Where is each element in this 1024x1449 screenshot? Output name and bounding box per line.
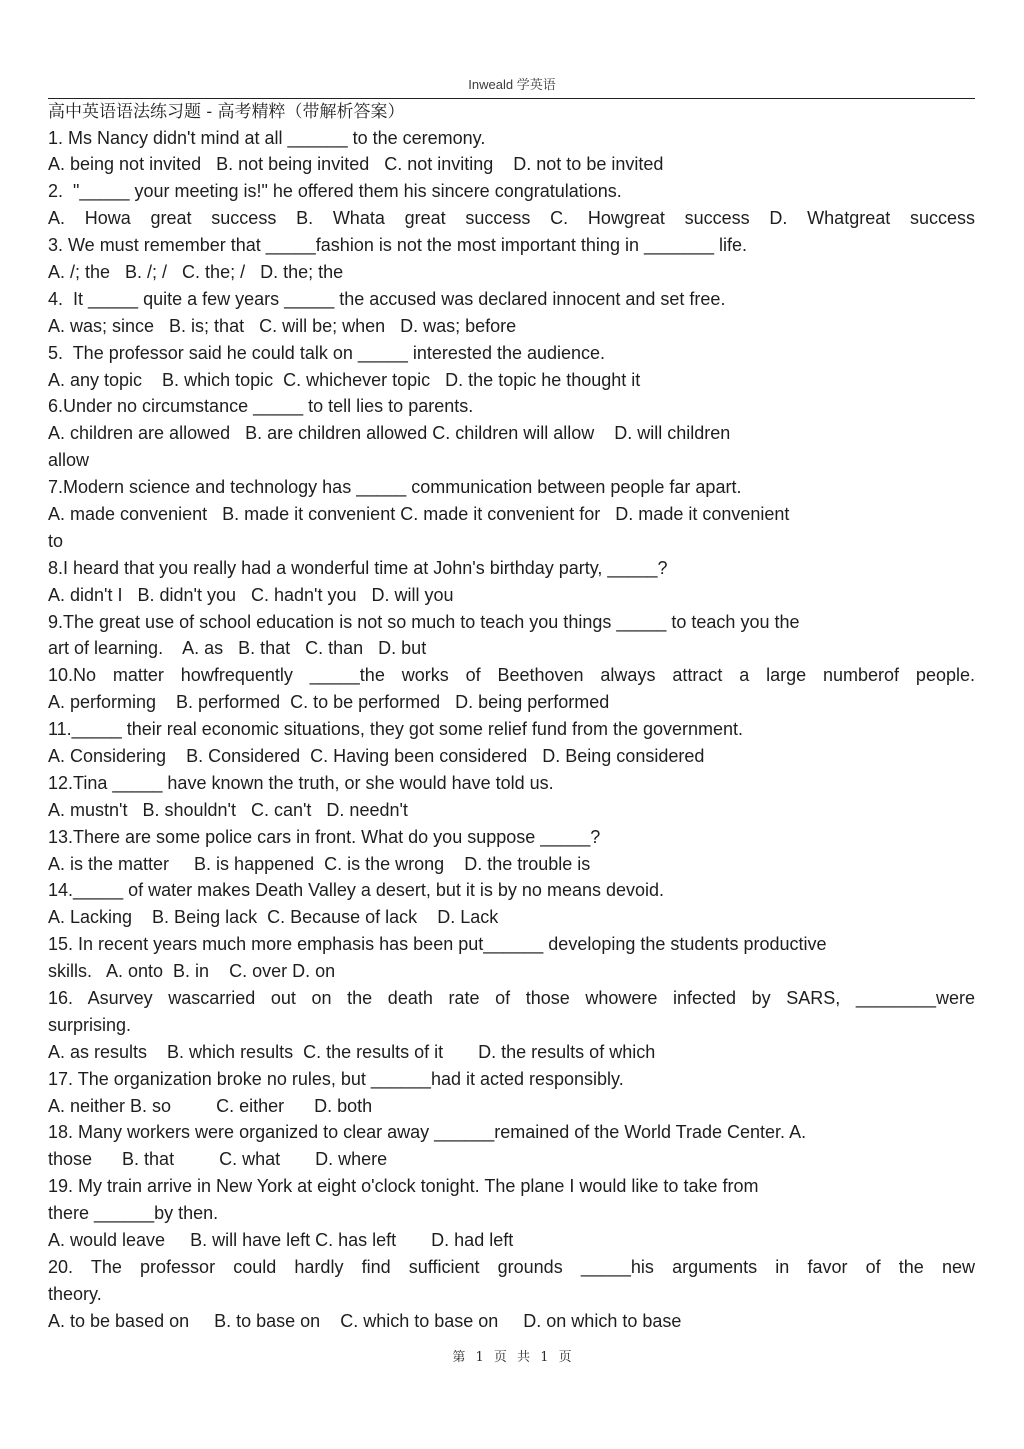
q7-options-continued: to xyxy=(48,530,64,551)
q17-options: A. neither B. so C. either D. both xyxy=(48,1095,373,1116)
q18-options: those B. that C. what D. where xyxy=(48,1149,388,1170)
q12-stem: 12.Tina _____ have known the truth, or she would have told us. xyxy=(48,772,554,793)
question-12 xyxy=(48,770,978,824)
question-20 xyxy=(48,1254,978,1335)
question-13 xyxy=(48,824,978,878)
q14-stem: 14._____ of water makes Death Valley a desert, but it is by no means devoid. xyxy=(48,880,665,901)
q2-stem: 2. "_____ your meeting is!" he offered them his sincere congratulations. xyxy=(48,181,622,202)
q13-stem: 13.There are some police cars in front. What do you suppose _____? xyxy=(48,826,601,847)
q4-stem: 4. It _____ quite a few years _____ the accused was declared innocent and set free. xyxy=(48,288,726,309)
q11-stem: 11._____ their real economic situations, they got some relief fund from the government. xyxy=(48,719,744,740)
q1-stem: 1. Ms Nancy didn't mind at all ______ to the ceremony. xyxy=(48,127,486,148)
question-10 xyxy=(48,662,978,716)
q8-stem: 8.I heard that you really had a wonderful time at John's birthday party, _____? xyxy=(48,557,668,578)
question-18 xyxy=(48,1119,978,1173)
question-6 xyxy=(48,393,978,474)
q12-options: A. mustn't B. shouldn't C. can't D. needn't xyxy=(48,799,408,820)
q17-stem: 17. The organization broke no rules, but ______had it acted responsibly. xyxy=(48,1068,624,1089)
question-8 xyxy=(48,555,978,609)
q20-stem-continued: theory. xyxy=(48,1283,102,1304)
q16-stem: 16. Asurvey wascarried out on the death rate of those whowere infected by SARS, ________were xyxy=(48,988,975,1008)
q6-stem: 6.Under no circumstance _____ to tell lies to parents. xyxy=(48,396,474,417)
question-9 xyxy=(48,609,978,663)
q20-options: A. to be based on B. to base on C. which to base on D. on which to base xyxy=(48,1310,682,1331)
q9-stem: 9.The great use of school education is not so much to teach you things _____ to teach you the xyxy=(48,611,800,632)
q6-options: A. children are allowed B. are children allowed C. children will allow D. will children xyxy=(48,423,731,444)
q3-options: A. /; the B. /; / C. the; / D. the; the xyxy=(48,261,344,282)
question-7 xyxy=(48,474,978,555)
q7-options: A. made convenient B. made it convenient C. made it convenient for D. made it convenient xyxy=(48,503,790,524)
q5-options: A. any topic B. which topic C. whichever topic D. the topic he thought it xyxy=(48,369,641,390)
page-number-footer: 第 1 页 共 1 页 xyxy=(452,1350,572,1365)
q2-options: A. Howa great success B. Whata great success C. Howgreat success D. Whatgreat success xyxy=(48,208,975,229)
document-title: 高中英语语法练习题 - 高考精粹（带解析答案） xyxy=(48,102,405,122)
q4-options: A. was; since B. is; that C. will be; when D. was; before xyxy=(48,315,517,336)
question-1 xyxy=(48,125,978,179)
question-17 xyxy=(48,1066,978,1120)
q5-stem: 5. The professor said he could talk on _____ interested the audience. xyxy=(48,342,606,363)
q16-options: A. as results B. which results C. the results of it D. the results of which xyxy=(48,1041,656,1062)
q11-options: A. Considering B. Considered C. Having been considered D. Being considered xyxy=(48,745,705,766)
q19-stem: 19. My train arrive in New York at eight o'clock tonight. The plane I would like to take from xyxy=(48,1176,759,1197)
q6-options-continued: allow xyxy=(48,450,90,471)
q3-stem: 3. We must remember that _____fashion is not the most important thing in _______ life. xyxy=(48,235,748,256)
question-3 xyxy=(48,232,978,286)
question-2 xyxy=(48,178,978,232)
q10-options: A. performing B. performed C. to be performed D. being performed xyxy=(48,692,610,713)
question-15 xyxy=(48,931,978,985)
q16-stem-continued: surprising. xyxy=(48,1014,132,1035)
question-14 xyxy=(48,877,978,931)
q14-options: A. Lacking B. Being lack C. Because of lack D. Lack xyxy=(48,907,499,928)
question-11 xyxy=(48,716,978,770)
header-divider xyxy=(48,98,975,99)
question-4 xyxy=(48,286,978,340)
q9-stem-continued-options: art of learning. A. as B. that C. than D. but xyxy=(48,638,427,659)
question-19 xyxy=(48,1173,978,1254)
question-list xyxy=(48,125,978,1335)
q19-stem-continued: there ______by then. xyxy=(48,1203,219,1224)
page-header: Inweald 学英语 xyxy=(468,77,556,92)
q15-stem-continued-options: skills. A. onto B. in C. over D. on xyxy=(48,961,336,982)
q1-options: A. being not invited B. not being invited C. not inviting D. not to be invited xyxy=(48,154,664,175)
q7-stem: 7.Modern science and technology has _____ communication between people far apart. xyxy=(48,477,742,498)
q8-options: A. didn't I B. didn't you C. hadn't you D. will you xyxy=(48,584,454,605)
question-5 xyxy=(48,340,978,394)
q19-options: A. would leave B. will have left C. has left D. had left xyxy=(48,1230,514,1251)
q13-options: A. is the matter B. is happened C. is the wrong D. the trouble is xyxy=(48,853,591,874)
question-16 xyxy=(48,985,978,1066)
q18-stem: 18. Many workers were organized to clear away ______remained of the World Trade Center. A. xyxy=(48,1122,807,1143)
q10-stem: 10.No matter howfrequently _____the works of Beethoven always attract a large numberof people. xyxy=(48,665,975,686)
q15-stem: 15. In recent years much more emphasis has been put______ developing the students productive xyxy=(48,934,827,955)
q20-stem: 20. The professor could hardly find sufficient grounds _____his arguments in favor of the new xyxy=(48,1256,975,1277)
